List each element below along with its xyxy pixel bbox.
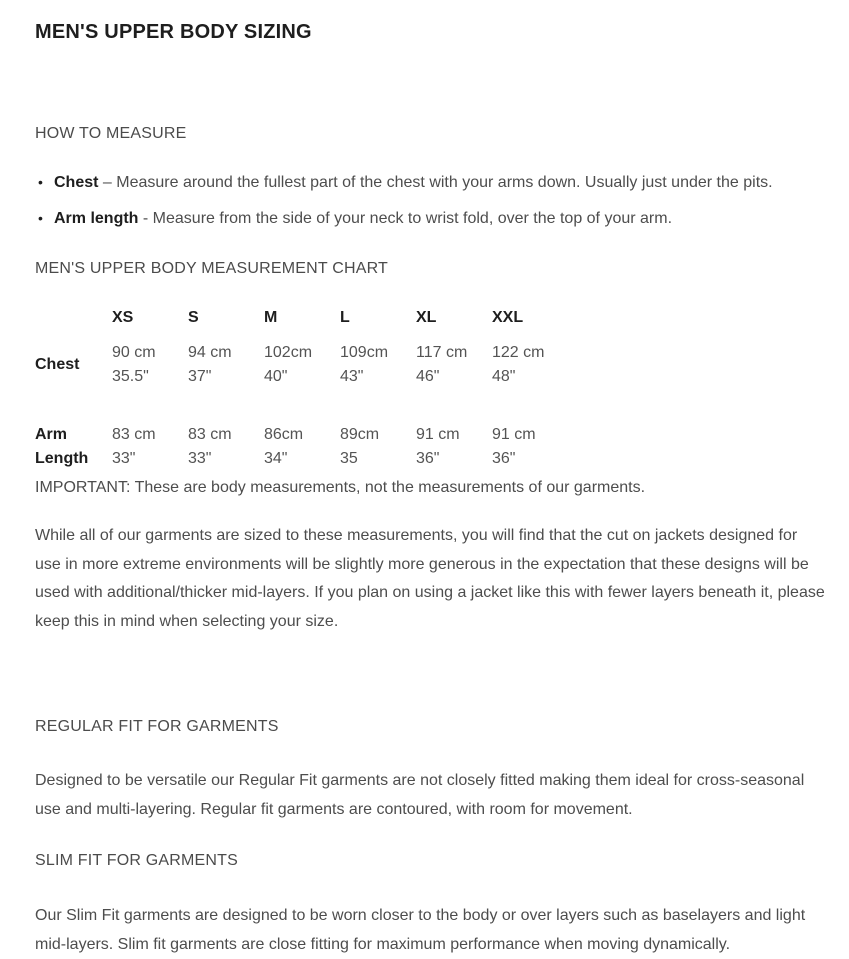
cm-value: 117 cm	[416, 344, 468, 361]
arm-cell-xs	[112, 423, 188, 471]
cm-value: 89cm	[340, 426, 380, 443]
inch-value: 37"	[188, 368, 212, 385]
arm-label-line2: Length	[35, 450, 89, 467]
cm-value: 90 cm	[112, 344, 156, 361]
size-header-l: L	[340, 309, 350, 326]
size-header-xl: XL	[416, 309, 437, 326]
regular-fit-section	[35, 717, 821, 824]
chest-cell-l	[340, 341, 416, 389]
arm-label-line1: Arm	[35, 426, 68, 443]
measurement-table	[35, 308, 821, 471]
inch-value: 40"	[264, 368, 288, 385]
measure-term-chest: Chest	[54, 174, 99, 191]
measure-instructions-list	[35, 173, 821, 228]
cm-value: 86cm	[264, 426, 304, 443]
slim-fit-heading: SLIM FIT FOR GARMENTS	[35, 852, 239, 869]
chest-cell-xxl	[492, 341, 568, 389]
arm-cell-l	[340, 423, 416, 471]
arm-cell-xl	[416, 423, 492, 471]
chest-cell-xs	[112, 341, 188, 389]
cm-value: 94 cm	[188, 344, 232, 361]
chest-row	[35, 341, 821, 389]
inch-value: 48"	[492, 368, 516, 385]
measure-item-chest	[35, 173, 821, 192]
regular-fit-paragraph: Designed to be versatile our Regular Fit garments are not closely fitted making them ideal for cross-seasonal use and multi-layering. Regular fit garments are contoured, with room for movement.	[35, 772, 805, 818]
arm-length-row	[35, 423, 821, 471]
corner-cell	[35, 308, 112, 327]
inch-value: 36"	[492, 450, 516, 467]
chest-cell-xl	[416, 341, 492, 389]
size-header-row	[35, 308, 821, 327]
cm-value: 91 cm	[416, 426, 460, 443]
arm-length-row-label	[35, 423, 112, 471]
cm-value: 83 cm	[112, 426, 156, 443]
inch-value: 33"	[112, 450, 136, 467]
regular-fit-heading: REGULAR FIT FOR GARMENTS	[35, 718, 279, 735]
measure-desc-arm-length: - Measure from the side of your neck to wrist fold, over the top of your arm.	[142, 210, 673, 227]
page-title: MEN'S UPPER BODY SIZING	[35, 21, 312, 43]
size-header-xs: XS	[112, 309, 134, 326]
slim-fit-section	[35, 851, 821, 959]
sizing-note-paragraph: While all of our garments are sized to these measurements, you will find that the cut on jackets designed for use in more extreme environments will be slightly more generous in the expectation that these designs will be used with additional/thicker mid-layers. If you plan on using a jacket like this with fewer layers beneath it, please keep this in mind when selecting your size.	[35, 527, 825, 630]
inch-value: 43"	[340, 368, 364, 385]
chest-cell-m	[264, 341, 340, 389]
inch-value: 33"	[188, 450, 212, 467]
chest-row-label: Chest	[35, 356, 80, 373]
size-header-m: M	[264, 309, 278, 326]
measure-desc-chest: – Measure around the fullest part of the chest with your arms down. Usually just under the pits.	[102, 174, 773, 191]
arm-cell-m	[264, 423, 340, 471]
arm-cell-s	[188, 423, 264, 471]
slim-fit-paragraph: Our Slim Fit garments are designed to be worn closer to the body or over layers such as baselayers and light mid-layers. Slim fit garments are close fitting for maximum performance when moving dynamically.	[35, 907, 806, 953]
chest-cell-s	[188, 341, 264, 389]
measure-item-arm-length	[35, 209, 821, 228]
inch-value: 35.5"	[112, 368, 149, 385]
inch-value: 35	[340, 450, 358, 467]
measurement-chart-section	[35, 259, 821, 500]
size-header-s: S	[188, 309, 199, 326]
arm-cell-xxl	[492, 423, 568, 471]
measurement-chart-heading: MEN'S UPPER BODY MEASUREMENT CHART	[35, 260, 389, 277]
cm-value: 109cm	[340, 344, 389, 361]
inch-value: 34"	[264, 450, 288, 467]
inch-value: 36"	[416, 450, 440, 467]
cm-value: 102cm	[264, 344, 313, 361]
inch-value: 46"	[416, 368, 440, 385]
cm-value: 122 cm	[492, 344, 545, 361]
cm-value: 83 cm	[188, 426, 232, 443]
how-to-measure-section	[35, 124, 821, 228]
how-to-measure-heading: HOW TO MEASURE	[35, 125, 187, 142]
cm-value: 91 cm	[492, 426, 536, 443]
size-header-xxl: XXL	[492, 309, 524, 326]
measure-term-arm-length: Arm length	[54, 210, 139, 227]
important-note: IMPORTANT: These are body measurements, not the measurements of our garments.	[35, 479, 646, 496]
